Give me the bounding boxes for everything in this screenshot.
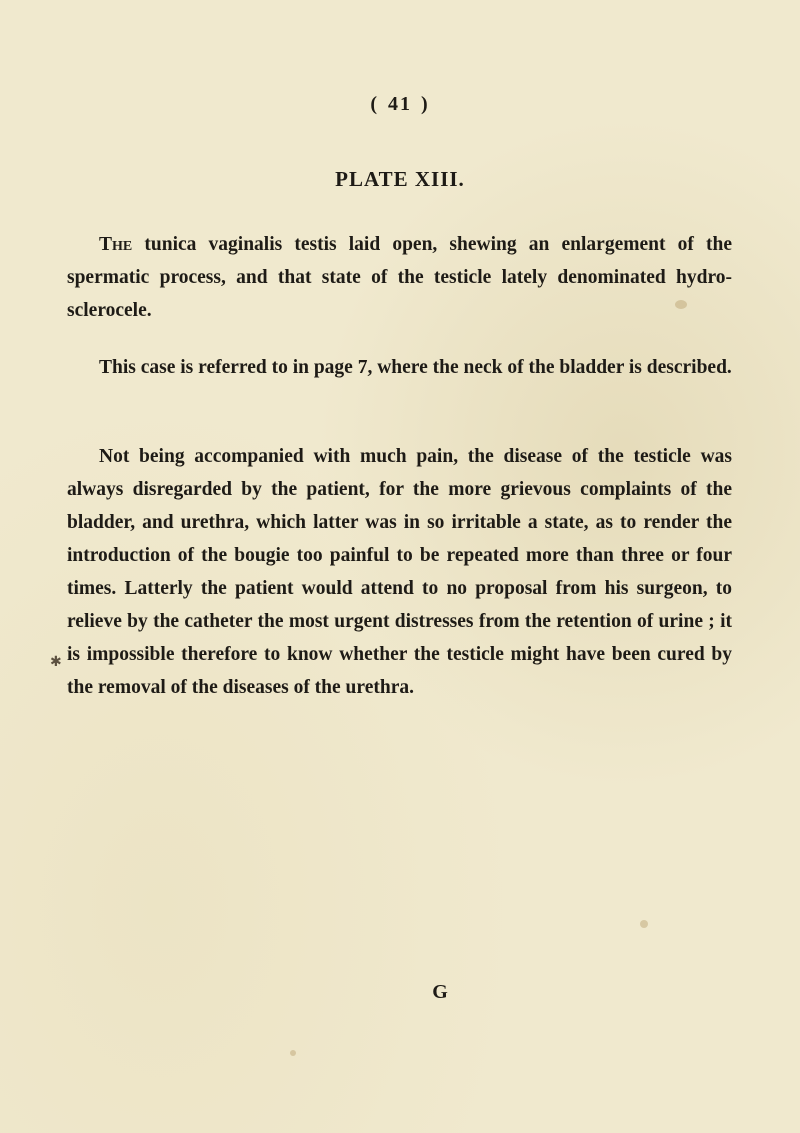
page-number [0, 93, 800, 116]
paragraph-2: This case is referred to in page 7, where the neck of the bladder is described. [99, 357, 732, 378]
page-number-value: 41 [388, 93, 412, 115]
plate-title: PLATE XIII. [335, 167, 465, 191]
signature-mark: G [432, 981, 448, 1003]
foxing-spot [290, 1050, 296, 1056]
paragraph-1-text: tunica vaginalis testis laid open, shewing an enlargement of the spermatic process, and that state of the testicle lately denominated hydro-sclerocele. [67, 234, 732, 321]
page-number-open-paren: ( [370, 93, 379, 115]
margin-mark-icon: ✱ [50, 655, 62, 670]
paragraph-3: Not being accompanied with much pain, the disease of the testicle was always disregarded by the patient, for the more grievous complaints of the bladder, and urethra, which latter was in so irritable a state, as to render the introduction of the bougie too painful to be repeated more than three or four times. Latterly the patient would attend to no proposal from his surgeon, to relieve by the catheter the most urgent distresses from the retention of urine ; it is impossible therefore to know whether the testicle might have been cured by the removal of the diseases of the urethra. [67, 446, 732, 698]
paragraph-1-lead-word: The [99, 234, 133, 255]
foxing-spot [640, 920, 648, 928]
paragraph-1 [67, 228, 732, 327]
page-number-close-paren: ) [421, 93, 430, 115]
